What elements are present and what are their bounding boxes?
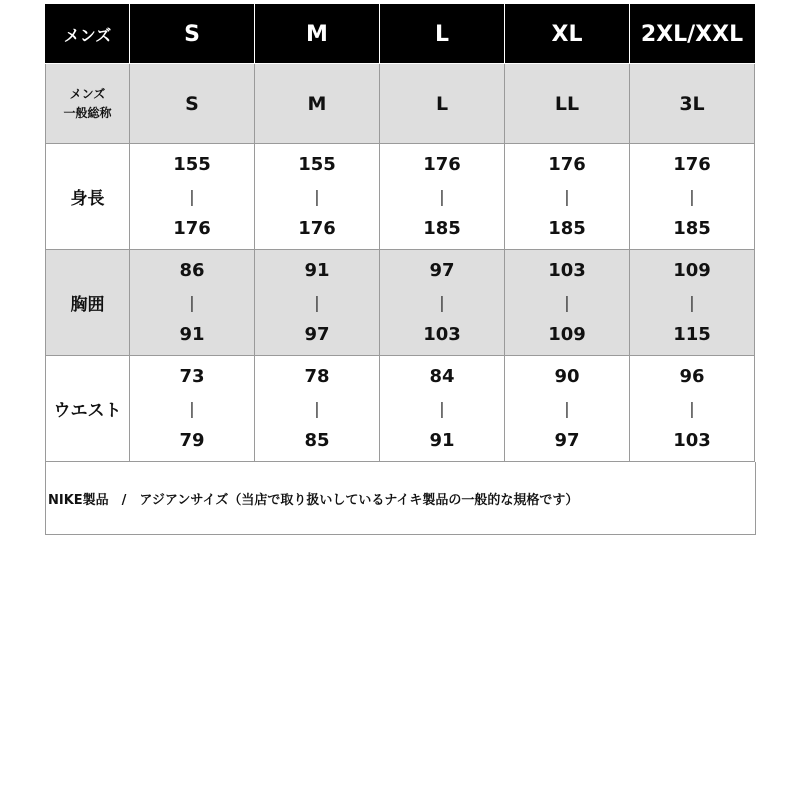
waist-row — [46, 356, 755, 462]
range-cell — [630, 144, 755, 250]
range-max: 109 — [548, 323, 586, 345]
range-min: 103 — [548, 259, 586, 281]
range-min: 73 — [179, 365, 205, 387]
range-separator: | — [439, 186, 445, 206]
range-min: 155 — [173, 153, 211, 175]
range-cell — [505, 144, 630, 250]
range-cell — [380, 356, 505, 462]
size-table — [45, 4, 755, 462]
range-separator: | — [689, 186, 695, 206]
range-max: 97 — [304, 323, 330, 345]
height-row — [46, 144, 755, 250]
range-separator: | — [189, 292, 195, 312]
size-note: NIKE製品 / アジアンサイズ（当店で取り扱いしているナイキ製品の一般的な規格です） — [45, 462, 756, 535]
range-max: 103 — [423, 323, 461, 345]
range-separator: | — [314, 186, 320, 206]
range-separator: | — [564, 186, 570, 206]
header-size-s: S — [130, 5, 255, 64]
range-min: 86 — [179, 259, 205, 281]
header-size-2xl: 2XL/XXL — [630, 5, 755, 64]
general-size-cell: L — [380, 64, 505, 144]
range-cell — [505, 250, 630, 356]
general-size-cell: 3L — [630, 64, 755, 144]
range-min: 84 — [429, 365, 455, 387]
size-chart — [45, 4, 754, 534]
range-separator: | — [689, 292, 695, 312]
range-separator: | — [314, 292, 320, 312]
range-min: 176 — [423, 153, 461, 175]
range-min: 90 — [554, 365, 580, 387]
range-separator: | — [564, 292, 570, 312]
range-min: 155 — [298, 153, 336, 175]
range-min: 176 — [548, 153, 586, 175]
range-cell — [255, 356, 380, 462]
range-cell — [130, 144, 255, 250]
general-label-line2: 一般総称 — [63, 105, 112, 120]
range-min: 109 — [673, 259, 711, 281]
range-min: 91 — [304, 259, 330, 281]
range-max: 115 — [673, 323, 711, 345]
range-separator: | — [439, 398, 445, 418]
general-label-line1: メンズ — [69, 86, 106, 101]
range-max: 185 — [673, 217, 711, 239]
range-cell — [380, 144, 505, 250]
range-max: 85 — [304, 429, 330, 451]
range-cell — [505, 356, 630, 462]
height-label: 身長 — [46, 144, 130, 250]
range-cell — [630, 356, 755, 462]
range-max: 79 — [179, 429, 205, 451]
range-cell — [630, 250, 755, 356]
range-min: 78 — [304, 365, 330, 387]
range-max: 185 — [423, 217, 461, 239]
header-label: メンズ — [46, 5, 130, 64]
range-cell — [380, 250, 505, 356]
range-max: 91 — [429, 429, 455, 451]
header-row — [46, 5, 755, 64]
general-size-row — [46, 64, 755, 144]
range-separator: | — [314, 398, 320, 418]
range-min: 96 — [679, 365, 705, 387]
header-size-xl: XL — [505, 5, 630, 64]
range-max: 97 — [554, 429, 580, 451]
range-cell — [130, 250, 255, 356]
waist-label: ウエスト — [46, 356, 130, 462]
range-separator: | — [439, 292, 445, 312]
range-separator: | — [564, 398, 570, 418]
range-max: 176 — [173, 217, 211, 239]
range-separator: | — [189, 398, 195, 418]
range-max: 185 — [548, 217, 586, 239]
range-separator: | — [189, 186, 195, 206]
chest-row — [46, 250, 755, 356]
general-size-cell: M — [255, 64, 380, 144]
range-max: 91 — [179, 323, 205, 345]
range-min: 97 — [429, 259, 455, 281]
general-size-label — [46, 64, 130, 144]
range-max: 103 — [673, 429, 711, 451]
range-min: 176 — [673, 153, 711, 175]
range-cell — [130, 356, 255, 462]
header-size-m: M — [255, 5, 380, 64]
range-cell — [255, 144, 380, 250]
range-cell — [255, 250, 380, 356]
header-size-l: L — [380, 5, 505, 64]
chest-label: 胸囲 — [46, 250, 130, 356]
general-size-cell: S — [130, 64, 255, 144]
general-size-cell: LL — [505, 64, 630, 144]
range-separator: | — [689, 398, 695, 418]
range-max: 176 — [298, 217, 336, 239]
